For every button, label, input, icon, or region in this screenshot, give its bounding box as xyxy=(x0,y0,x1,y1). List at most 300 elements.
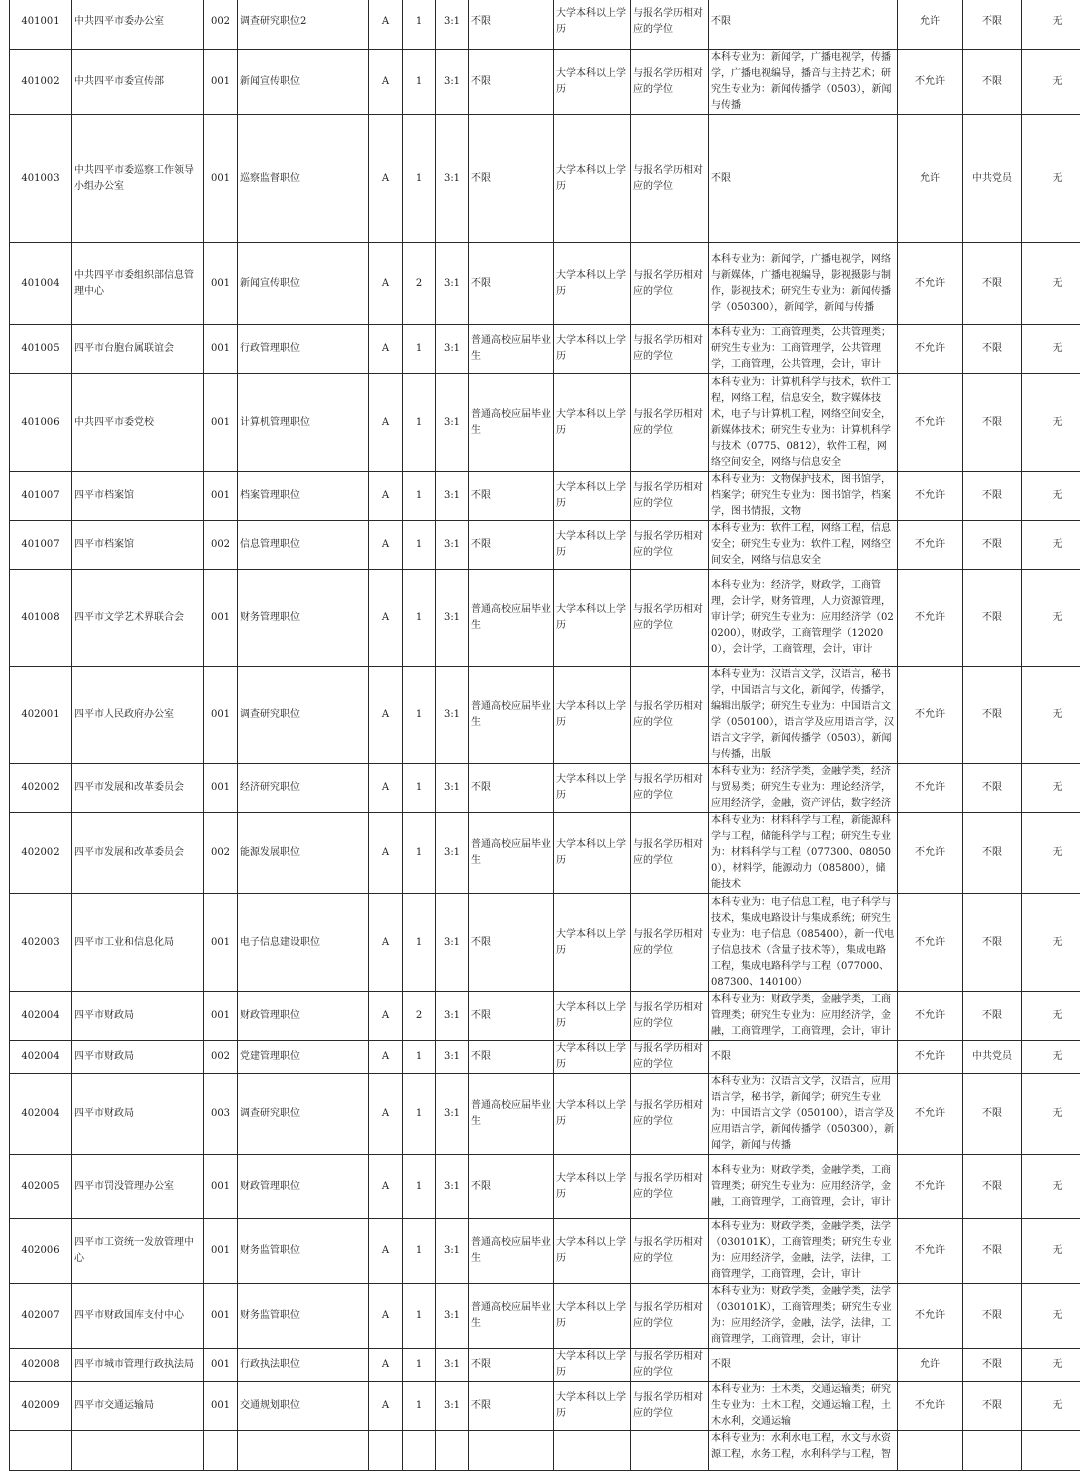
major-requirement-cell: 本科专业为：水利水电工程，水文与水资源工程，水务工程，水利科学与工程，智 xyxy=(709,1431,898,1471)
education-cell: 大学本科以上学历 xyxy=(554,1074,631,1155)
table-row xyxy=(10,764,1080,813)
table-row xyxy=(10,667,1080,764)
political-status-cell: 不限 xyxy=(963,50,1022,115)
employer-unit-cell: 中共四平市委办公室 xyxy=(72,0,204,50)
category-cell: A xyxy=(369,570,403,667)
other-conditions-cell: 无 xyxy=(1022,1041,1080,1074)
candidate-source-cell: 普通高校应届毕业生 xyxy=(469,325,554,374)
table-row xyxy=(10,1074,1080,1155)
table-row xyxy=(10,1219,1080,1284)
position-name-cell: 行政执法职位 xyxy=(238,1349,369,1382)
political-status-cell: 中共党员 xyxy=(963,1041,1022,1074)
job-code-cell: 402009 xyxy=(10,1382,72,1431)
allow-cell: 不允许 xyxy=(898,1074,963,1155)
headcount-cell: 1 xyxy=(403,50,436,115)
degree-cell: 与报名学历相对应的学位 xyxy=(631,1284,709,1349)
other-conditions-cell: 无 xyxy=(1022,894,1080,992)
candidate-source-cell: 普通高校应届毕业生 xyxy=(469,813,554,894)
position-number-cell: 001 xyxy=(204,1155,238,1219)
headcount-cell: 1 xyxy=(403,667,436,764)
allow-cell: 允许 xyxy=(898,1349,963,1382)
headcount-cell: 1 xyxy=(403,115,436,243)
employer-unit-cell: 四平市工资统一发放管理中心 xyxy=(72,1219,204,1284)
position-name-cell: 新闻宣传职位 xyxy=(238,243,369,325)
candidate-source-cell: 不限 xyxy=(469,472,554,521)
allow-cell xyxy=(898,1431,963,1471)
exam-ratio-cell: 3:1 xyxy=(436,992,469,1041)
headcount-cell: 1 xyxy=(403,813,436,894)
allow-cell: 不允许 xyxy=(898,1284,963,1349)
position-name-cell: 经济研究职位 xyxy=(238,764,369,813)
job-code-cell: 402002 xyxy=(10,764,72,813)
exam-ratio-cell xyxy=(436,1431,469,1471)
allow-cell: 不允许 xyxy=(898,1219,963,1284)
other-conditions-cell: 无 xyxy=(1022,0,1080,50)
education-cell: 大学本科以上学历 xyxy=(554,1349,631,1382)
table-row xyxy=(10,472,1080,521)
major-requirement-cell: 不限 xyxy=(709,0,898,50)
table-row xyxy=(10,1349,1080,1382)
job-code-cell: 401001 xyxy=(10,0,72,50)
position-number-cell: 002 xyxy=(204,521,238,570)
position-name-cell: 信息管理职位 xyxy=(238,521,369,570)
other-conditions-cell: 无 xyxy=(1022,1349,1080,1382)
employer-unit-cell: 四平市交通运输局 xyxy=(72,1382,204,1431)
candidate-source-cell: 不限 xyxy=(469,243,554,325)
headcount-cell: 1 xyxy=(403,894,436,992)
political-status-cell: 中共党员 xyxy=(963,115,1022,243)
degree-cell: 与报名学历相对应的学位 xyxy=(631,992,709,1041)
category-cell: A xyxy=(369,243,403,325)
other-conditions-cell xyxy=(1022,1431,1080,1471)
position-name-cell: 档案管理职位 xyxy=(238,472,369,521)
table-row xyxy=(10,50,1080,115)
position-name-cell: 巡察监督职位 xyxy=(238,115,369,243)
position-name-cell: 计算机管理职位 xyxy=(238,374,369,472)
candidate-source-cell: 不限 xyxy=(469,521,554,570)
political-status-cell: 不限 xyxy=(963,0,1022,50)
degree-cell: 与报名学历相对应的学位 xyxy=(631,0,709,50)
position-number-cell: 001 xyxy=(204,1382,238,1431)
degree-cell: 与报名学历相对应的学位 xyxy=(631,1155,709,1219)
category-cell: A xyxy=(369,813,403,894)
employer-unit-cell: 四平市发展和改革委员会 xyxy=(72,813,204,894)
position-number-cell: 001 xyxy=(204,243,238,325)
job-code-cell: 401002 xyxy=(10,50,72,115)
position-number-cell: 001 xyxy=(204,1284,238,1349)
degree-cell: 与报名学历相对应的学位 xyxy=(631,115,709,243)
table-row xyxy=(10,1284,1080,1349)
candidate-source-cell: 不限 xyxy=(469,764,554,813)
allow-cell: 不允许 xyxy=(898,1041,963,1074)
employer-unit-cell: 四平市档案馆 xyxy=(72,472,204,521)
employer-unit-cell: 四平市发展和改革委员会 xyxy=(72,764,204,813)
major-requirement-cell: 本科专业为：财政学类，金融学类，法学（030101K），工商管理类；研究生专业为：应用经济学，金融，法学，法律，工商管理学，工商管理，会计，审计 xyxy=(709,1284,898,1349)
education-cell: 大学本科以上学历 xyxy=(554,0,631,50)
degree-cell: 与报名学历相对应的学位 xyxy=(631,813,709,894)
other-conditions-cell: 无 xyxy=(1022,374,1080,472)
education-cell: 大学本科以上学历 xyxy=(554,115,631,243)
degree-cell: 与报名学历相对应的学位 xyxy=(631,1219,709,1284)
position-name-cell: 电子信息建设职位 xyxy=(238,894,369,992)
position-number-cell: 001 xyxy=(204,50,238,115)
position-name-cell: 财政管理职位 xyxy=(238,992,369,1041)
exam-ratio-cell: 3:1 xyxy=(436,894,469,992)
exam-ratio-cell: 3:1 xyxy=(436,115,469,243)
job-code-cell: 402005 xyxy=(10,1155,72,1219)
candidate-source-cell: 不限 xyxy=(469,0,554,50)
category-cell: A xyxy=(369,894,403,992)
exam-ratio-cell: 3:1 xyxy=(436,1155,469,1219)
headcount-cell: 1 xyxy=(403,1349,436,1382)
category-cell: A xyxy=(369,325,403,374)
employer-unit-cell: 四平市工业和信息化局 xyxy=(72,894,204,992)
allow-cell: 不允许 xyxy=(898,243,963,325)
degree-cell: 与报名学历相对应的学位 xyxy=(631,894,709,992)
political-status-cell: 不限 xyxy=(963,570,1022,667)
employer-unit-cell: 四平市台胞台属联谊会 xyxy=(72,325,204,374)
political-status-cell: 不限 xyxy=(963,667,1022,764)
other-conditions-cell: 无 xyxy=(1022,1155,1080,1219)
degree-cell: 与报名学历相对应的学位 xyxy=(631,243,709,325)
exam-ratio-cell: 3:1 xyxy=(436,1074,469,1155)
education-cell: 大学本科以上学历 xyxy=(554,667,631,764)
major-requirement-cell: 不限 xyxy=(709,115,898,243)
allow-cell: 不允许 xyxy=(898,570,963,667)
job-code-cell: 402008 xyxy=(10,1349,72,1382)
political-status-cell: 不限 xyxy=(963,1382,1022,1431)
headcount-cell: 1 xyxy=(403,1041,436,1074)
degree-cell: 与报名学历相对应的学位 xyxy=(631,374,709,472)
other-conditions-cell: 无 xyxy=(1022,813,1080,894)
position-name-cell: 财务监管职位 xyxy=(238,1219,369,1284)
category-cell: A xyxy=(369,521,403,570)
job-listing-table xyxy=(9,0,1080,1471)
candidate-source-cell: 不限 xyxy=(469,1349,554,1382)
table-row xyxy=(10,1431,1080,1471)
table-row xyxy=(10,374,1080,472)
position-number-cell: 001 xyxy=(204,992,238,1041)
education-cell: 大学本科以上学历 xyxy=(554,472,631,521)
exam-ratio-cell: 3:1 xyxy=(436,764,469,813)
other-conditions-cell: 无 xyxy=(1022,50,1080,115)
candidate-source-cell: 普通高校应届毕业生 xyxy=(469,570,554,667)
headcount-cell: 1 xyxy=(403,0,436,50)
category-cell: A xyxy=(369,1219,403,1284)
exam-ratio-cell: 3:1 xyxy=(436,243,469,325)
exam-ratio-cell: 3:1 xyxy=(436,667,469,764)
position-name-cell: 党建管理职位 xyxy=(238,1041,369,1074)
education-cell: 大学本科以上学历 xyxy=(554,325,631,374)
degree-cell: 与报名学历相对应的学位 xyxy=(631,764,709,813)
exam-ratio-cell: 3:1 xyxy=(436,374,469,472)
category-cell: A xyxy=(369,1349,403,1382)
position-name-cell: 调查研究职位 xyxy=(238,667,369,764)
degree-cell: 与报名学历相对应的学位 xyxy=(631,1349,709,1382)
candidate-source-cell: 不限 xyxy=(469,1382,554,1431)
candidate-source-cell: 不限 xyxy=(469,1155,554,1219)
degree-cell: 与报名学历相对应的学位 xyxy=(631,521,709,570)
candidate-source-cell: 不限 xyxy=(469,1041,554,1074)
degree-cell: 与报名学历相对应的学位 xyxy=(631,570,709,667)
allow-cell: 不允许 xyxy=(898,764,963,813)
exam-ratio-cell: 3:1 xyxy=(436,472,469,521)
allow-cell: 不允许 xyxy=(898,521,963,570)
employer-unit-cell: 四平市财政局 xyxy=(72,992,204,1041)
candidate-source-cell: 不限 xyxy=(469,50,554,115)
employer-unit-cell: 四平市文学艺术界联合会 xyxy=(72,570,204,667)
political-status-cell: 不限 xyxy=(963,1349,1022,1382)
headcount-cell: 1 xyxy=(403,521,436,570)
category-cell: A xyxy=(369,667,403,764)
major-requirement-cell: 本科专业为：财政学类，金融学类，工商管理类；研究生专业为：应用经济学，金融，工商管理学，工商管理，会计，审计 xyxy=(709,992,898,1041)
position-name-cell: 新闻宣传职位 xyxy=(238,50,369,115)
position-number-cell xyxy=(204,1431,238,1471)
allow-cell: 不允许 xyxy=(898,894,963,992)
allow-cell: 不允许 xyxy=(898,992,963,1041)
other-conditions-cell: 无 xyxy=(1022,325,1080,374)
major-requirement-cell: 本科专业为：新闻学，广播电视学，传播学，广播电视编导，播音与主持艺术；研究生专业为：新闻传播学（0503），新闻与传播 xyxy=(709,50,898,115)
other-conditions-cell: 无 xyxy=(1022,1074,1080,1155)
headcount-cell: 1 xyxy=(403,764,436,813)
job-code-cell: 402006 xyxy=(10,1219,72,1284)
major-requirement-cell: 本科专业为：汉语言文学，汉语言，应用语言学，秘书学，新闻学；研究生专业为：中国语言文学（050100），语言学及应用语言学，新闻传播学（050300），新闻学，新闻与传播 xyxy=(709,1074,898,1155)
position-name-cell: 财务管理职位 xyxy=(238,570,369,667)
education-cell: 大学本科以上学历 xyxy=(554,243,631,325)
exam-ratio-cell: 3:1 xyxy=(436,325,469,374)
position-number-cell: 001 xyxy=(204,570,238,667)
exam-ratio-cell: 3:1 xyxy=(436,1219,469,1284)
exam-ratio-cell: 3:1 xyxy=(436,813,469,894)
degree-cell: 与报名学历相对应的学位 xyxy=(631,667,709,764)
employer-unit-cell: 四平市档案馆 xyxy=(72,521,204,570)
education-cell: 大学本科以上学历 xyxy=(554,50,631,115)
degree-cell: 与报名学历相对应的学位 xyxy=(631,50,709,115)
candidate-source-cell: 普通高校应届毕业生 xyxy=(469,1074,554,1155)
political-status-cell: 不限 xyxy=(963,764,1022,813)
position-name-cell: 行政管理职位 xyxy=(238,325,369,374)
position-number-cell: 001 xyxy=(204,115,238,243)
category-cell: A xyxy=(369,764,403,813)
table-row xyxy=(10,992,1080,1041)
table-row xyxy=(10,115,1080,243)
job-code-cell: 402004 xyxy=(10,992,72,1041)
headcount-cell xyxy=(403,1431,436,1471)
headcount-cell: 1 xyxy=(403,570,436,667)
table-row xyxy=(10,1155,1080,1219)
degree-cell: 与报名学历相对应的学位 xyxy=(631,1074,709,1155)
category-cell: A xyxy=(369,472,403,521)
position-number-cell: 001 xyxy=(204,667,238,764)
category-cell: A xyxy=(369,1041,403,1074)
political-status-cell: 不限 xyxy=(963,992,1022,1041)
political-status-cell: 不限 xyxy=(963,1284,1022,1349)
employer-unit-cell: 四平市人民政府办公室 xyxy=(72,667,204,764)
education-cell: 大学本科以上学历 xyxy=(554,1284,631,1349)
headcount-cell: 1 xyxy=(403,472,436,521)
exam-ratio-cell: 3:1 xyxy=(436,50,469,115)
employer-unit-cell xyxy=(72,1431,204,1471)
position-name-cell: 能源发展职位 xyxy=(238,813,369,894)
position-name-cell: 调查研究职位 xyxy=(238,1074,369,1155)
allow-cell: 不允许 xyxy=(898,813,963,894)
employer-unit-cell: 四平市罚没管理办公室 xyxy=(72,1155,204,1219)
job-code-cell: 402004 xyxy=(10,1074,72,1155)
candidate-source-cell: 普通高校应届毕业生 xyxy=(469,667,554,764)
major-requirement-cell: 本科专业为：软件工程，网络工程，信息安全；研究生专业为：软件工程，网络空间安全，网络与信息安全 xyxy=(709,521,898,570)
position-number-cell: 003 xyxy=(204,1074,238,1155)
headcount-cell: 1 xyxy=(403,374,436,472)
headcount-cell: 1 xyxy=(403,1284,436,1349)
position-name-cell: 财务监管职位 xyxy=(238,1284,369,1349)
category-cell: A xyxy=(369,1284,403,1349)
education-cell: 大学本科以上学历 xyxy=(554,1041,631,1074)
table-row xyxy=(10,0,1080,50)
political-status-cell: 不限 xyxy=(963,325,1022,374)
candidate-source-cell: 普通高校应届毕业生 xyxy=(469,1219,554,1284)
employer-unit-cell: 四平市财政局 xyxy=(72,1041,204,1074)
allow-cell: 不允许 xyxy=(898,667,963,764)
category-cell: A xyxy=(369,50,403,115)
position-name-cell: 调查研究职位2 xyxy=(238,0,369,50)
allow-cell: 不允许 xyxy=(898,374,963,472)
candidate-source-cell: 普通高校应届毕业生 xyxy=(469,374,554,472)
table-row xyxy=(10,894,1080,992)
table-row xyxy=(10,1382,1080,1431)
education-cell: 大学本科以上学历 xyxy=(554,764,631,813)
candidate-source-cell xyxy=(469,1431,554,1471)
position-number-cell: 001 xyxy=(204,374,238,472)
political-status-cell: 不限 xyxy=(963,521,1022,570)
table-row xyxy=(10,325,1080,374)
degree-cell xyxy=(631,1431,709,1471)
employer-unit-cell: 中共四平市委宣传部 xyxy=(72,50,204,115)
education-cell: 大学本科以上学历 xyxy=(554,521,631,570)
employer-unit-cell: 中共四平市委巡察工作领导小组办公室 xyxy=(72,115,204,243)
employer-unit-cell: 四平市财政国库支付中心 xyxy=(72,1284,204,1349)
political-status-cell: 不限 xyxy=(963,472,1022,521)
position-number-cell: 001 xyxy=(204,894,238,992)
table-row xyxy=(10,243,1080,325)
category-cell: A xyxy=(369,115,403,243)
position-number-cell: 002 xyxy=(204,0,238,50)
other-conditions-cell: 无 xyxy=(1022,115,1080,243)
employer-unit-cell: 中共四平市委组织部信息管理中心 xyxy=(72,243,204,325)
major-requirement-cell: 本科专业为：新闻学，广播电视学，网络与新媒体，广播电视编导，影视摄影与制作，影视技术；研究生专业为：新闻传播学（050300），新闻学，新闻与传播 xyxy=(709,243,898,325)
education-cell: 大学本科以上学历 xyxy=(554,813,631,894)
headcount-cell: 1 xyxy=(403,1382,436,1431)
position-number-cell: 002 xyxy=(204,813,238,894)
education-cell: 大学本科以上学历 xyxy=(554,1155,631,1219)
political-status-cell xyxy=(963,1431,1022,1471)
education-cell: 大学本科以上学历 xyxy=(554,570,631,667)
major-requirement-cell: 本科专业为：汉语言文学，汉语言，秘书学，中国语言与文化，新闻学，传播学，编辑出版学；研究生专业为：中国语言文学（050100），语言学及应用语言学，汉语言文字学，新闻传播学（0503），新闻与传播，出版 xyxy=(709,667,898,764)
position-name-cell xyxy=(238,1431,369,1471)
degree-cell: 与报名学历相对应的学位 xyxy=(631,1041,709,1074)
position-number-cell: 001 xyxy=(204,1219,238,1284)
education-cell xyxy=(554,1431,631,1471)
employer-unit-cell: 四平市财政局 xyxy=(72,1074,204,1155)
allow-cell: 不允许 xyxy=(898,50,963,115)
job-code-cell xyxy=(10,1431,72,1471)
allow-cell: 不允许 xyxy=(898,1155,963,1219)
job-code-cell: 401007 xyxy=(10,521,72,570)
degree-cell: 与报名学历相对应的学位 xyxy=(631,1382,709,1431)
category-cell: A xyxy=(369,1074,403,1155)
position-name-cell: 交通规划职位 xyxy=(238,1382,369,1431)
position-number-cell: 001 xyxy=(204,764,238,813)
job-code-cell: 401007 xyxy=(10,472,72,521)
job-code-cell: 401005 xyxy=(10,325,72,374)
political-status-cell: 不限 xyxy=(963,374,1022,472)
headcount-cell: 2 xyxy=(403,992,436,1041)
exam-ratio-cell: 3:1 xyxy=(436,1349,469,1382)
degree-cell: 与报名学历相对应的学位 xyxy=(631,472,709,521)
table-row xyxy=(10,1041,1080,1074)
category-cell: A xyxy=(369,992,403,1041)
education-cell: 大学本科以上学历 xyxy=(554,992,631,1041)
education-cell: 大学本科以上学历 xyxy=(554,894,631,992)
other-conditions-cell: 无 xyxy=(1022,1219,1080,1284)
job-code-cell: 401004 xyxy=(10,243,72,325)
other-conditions-cell: 无 xyxy=(1022,1382,1080,1431)
major-requirement-cell: 本科专业为：财政学类，金融学类，法学（030101K），工商管理类；研究生专业为：应用经济学，金融，法学，法律，工商管理学，工商管理，会计，审计 xyxy=(709,1219,898,1284)
allow-cell: 允许 xyxy=(898,0,963,50)
category-cell: A xyxy=(369,1382,403,1431)
political-status-cell: 不限 xyxy=(963,813,1022,894)
other-conditions-cell: 无 xyxy=(1022,667,1080,764)
allow-cell: 不允许 xyxy=(898,472,963,521)
headcount-cell: 2 xyxy=(403,243,436,325)
exam-ratio-cell: 3:1 xyxy=(436,1041,469,1074)
job-code-cell: 402002 xyxy=(10,813,72,894)
headcount-cell: 1 xyxy=(403,1155,436,1219)
political-status-cell: 不限 xyxy=(963,1155,1022,1219)
headcount-cell: 1 xyxy=(403,1074,436,1155)
category-cell xyxy=(369,1431,403,1471)
position-number-cell: 001 xyxy=(204,1349,238,1382)
table-row xyxy=(10,813,1080,894)
position-number-cell: 002 xyxy=(204,1041,238,1074)
other-conditions-cell: 无 xyxy=(1022,521,1080,570)
other-conditions-cell: 无 xyxy=(1022,1284,1080,1349)
degree-cell: 与报名学历相对应的学位 xyxy=(631,325,709,374)
allow-cell: 允许 xyxy=(898,115,963,243)
exam-ratio-cell: 3:1 xyxy=(436,521,469,570)
job-code-cell: 402007 xyxy=(10,1284,72,1349)
other-conditions-cell: 无 xyxy=(1022,992,1080,1041)
major-requirement-cell: 不限 xyxy=(709,1349,898,1382)
political-status-cell: 不限 xyxy=(963,1074,1022,1155)
headcount-cell: 1 xyxy=(403,325,436,374)
category-cell: A xyxy=(369,0,403,50)
major-requirement-cell: 本科专业为：经济学，财政学，工商管理，会计学，财务管理，人力资源管理，审计学；研究生专业为：应用经济学（020200），财政学，工商管理学（120200），会计学，工商管理，会计，审计 xyxy=(709,570,898,667)
major-requirement-cell: 本科专业为：材料科学与工程，新能源科学与工程，储能科学与工程；研究生专业为：材料科学与工程（077300、080500），材料学，能源动力（085800），储能技术 xyxy=(709,813,898,894)
major-requirement-cell: 本科专业为：文物保护技术，图书馆学，档案学；研究生专业为：图书馆学，档案学，图书情报，文物 xyxy=(709,472,898,521)
job-code-cell: 402004 xyxy=(10,1041,72,1074)
exam-ratio-cell: 3:1 xyxy=(436,1382,469,1431)
headcount-cell: 1 xyxy=(403,1219,436,1284)
major-requirement-cell: 本科专业为：工商管理类，公共管理类；研究生专业为：工商管理学，公共管理学，工商管理，公共管理，会计，审计 xyxy=(709,325,898,374)
other-conditions-cell: 无 xyxy=(1022,243,1080,325)
political-status-cell: 不限 xyxy=(963,243,1022,325)
job-code-cell: 401003 xyxy=(10,115,72,243)
major-requirement-cell: 本科专业为：土木类，交通运输类；研究生专业为：土木工程，交通运输工程，土木水利，交通运输 xyxy=(709,1382,898,1431)
position-number-cell: 001 xyxy=(204,472,238,521)
candidate-source-cell: 不限 xyxy=(469,894,554,992)
job-code-cell: 402001 xyxy=(10,667,72,764)
political-status-cell: 不限 xyxy=(963,1219,1022,1284)
